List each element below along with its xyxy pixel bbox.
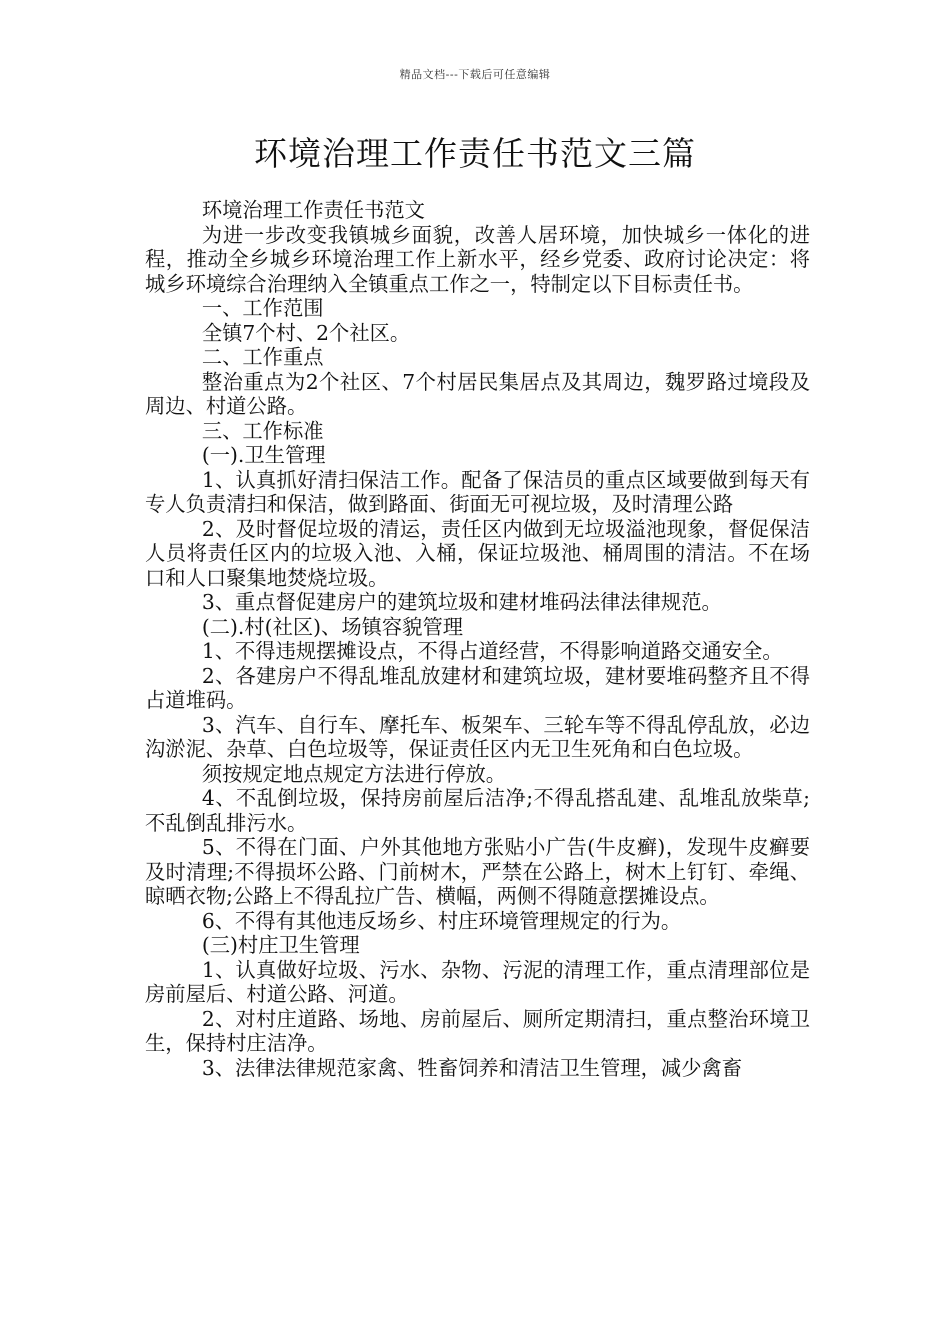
header-note: 精品文档---下载后可任意编辑	[399, 68, 551, 81]
paragraph: 4、不乱倒垃圾，保持房前屋后洁净;不得乱搭乱建、乱堆乱放柴草;不乱倒乱排污水。	[145, 786, 810, 835]
paragraph: 环境治理工作责任书范文	[201, 198, 425, 222]
subsection-heading: (一).卫生管理	[201, 443, 326, 467]
paragraph: 1、认真做好垃圾、污水、杂物、污泥的清理工作，重点清理部位是房前屋后、村道公路、河道。	[145, 957, 810, 1006]
paragraph: 2、及时督促垃圾的清运，责任区内做到无垃圾溢池现象，督促保洁人员将责任区内的垃圾入池、入桶，保证垃圾池、桶周围的清洁。不在场口和人口聚集地焚烧垃圾。	[145, 516, 810, 590]
paragraph: 3、汽车、自行车、摩托车、板架车、三轮车等不得乱停乱放，必边沟淤泥、杂草、白色垃圾等，保证责任区内无卫生死角和白色垃圾。	[145, 712, 810, 761]
section-heading: 二、工作重点	[201, 345, 324, 369]
subsection-heading: (二).村(社区)、场镇容貌管理	[201, 614, 464, 639]
subsection-heading: (三)村庄卫生管理	[201, 933, 360, 957]
paragraph: 全镇7个村、2个社区。	[201, 320, 411, 345]
section-heading: 一、工作范围	[201, 296, 324, 320]
paragraph: 3、法律法律规范家禽、牲畜饲养和清洁卫生管理，减少禽畜	[201, 1055, 743, 1080]
paragraph: 2、对村庄道路、场地、房前屋后、厕所定期清扫，重点整治环境卫生，保持村庄洁净。	[145, 1006, 810, 1055]
section-heading: 三、工作标准	[201, 418, 324, 443]
paragraph: 6、不得有其他违反场乡、村庄环境管理规定的行为。	[201, 908, 682, 933]
paragraph: 须按规定地点规定方法进行停放。	[201, 761, 507, 786]
paragraph: 整治重点为2个社区、7个村居民集居点及其周边，魏罗路过境段及周边、村道公路。	[145, 369, 810, 418]
document-title: 环境治理工作责任书范文三篇	[254, 134, 696, 173]
paragraph: 3、重点督促建房户的建筑垃圾和建材堆码法律法律规范。	[201, 590, 722, 614]
paragraph: 为进一步改变我镇城乡面貌，改善人居环境，加快城乡一体化的进程，推动全乡城乡环境治理工作上新水平，经乡党委、政府讨论决定：将城乡环境综合治理纳入全镇重点工作之一，特制定以下目标责任书。	[145, 222, 810, 296]
paragraph: 5、不得在门面、户外其他地方张贴小广告(牛皮癣)，发现牛皮癣要及时清理;不得损坏公路、门前树木，严禁在公路上，树木上钉钉、牵绳、晾晒衣物;公路上不得乱拉广告、横幅，两侧不得随意摆摊设点。	[145, 835, 810, 908]
document-body	[145, 198, 810, 1080]
paragraph: 2、各建房户不得乱堆乱放建材和建筑垃圾，建材要堆码整齐且不得占道堆码。	[145, 663, 810, 712]
paragraph: 1、认真抓好清扫保洁工作。配备了保洁员的重点区域要做到每天有专人负责清扫和保洁，做到路面、街面无可视垃圾，及时清理公路	[145, 467, 810, 516]
paragraph: 1、不得违规摆摊设点，不得占道经营，不得影响道路交通安全。	[201, 639, 783, 663]
